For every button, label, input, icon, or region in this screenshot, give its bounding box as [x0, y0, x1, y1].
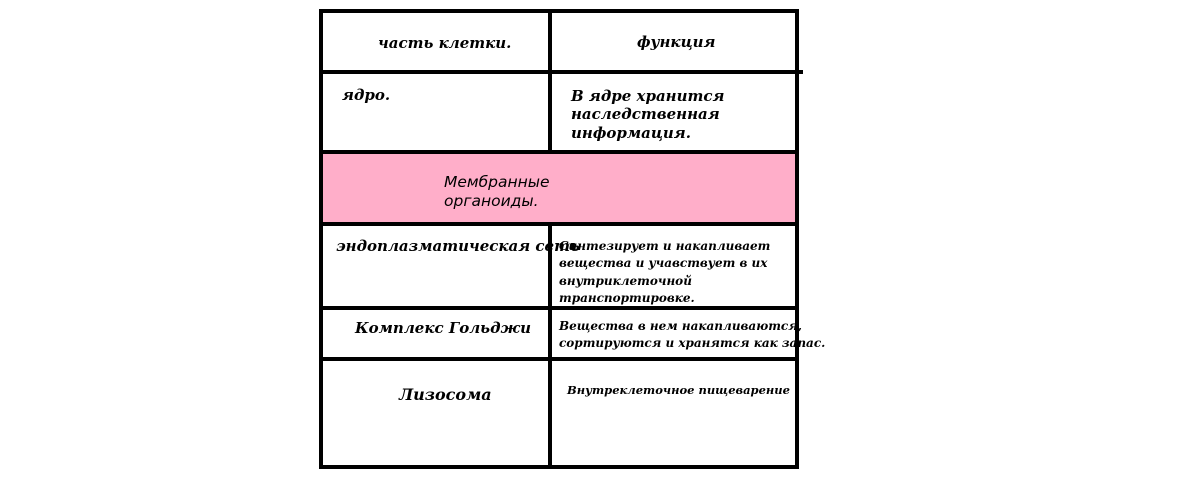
grid-line-middle-top: [548, 9, 552, 154]
row-nucleus-part: ядро.: [342, 86, 391, 104]
grid-line-row4-bottom: [319, 357, 799, 361]
membrane-organelles-title: Мембранные органоиды.: [444, 173, 550, 211]
grid-line-row1-bottom: [319, 150, 799, 154]
grid-line-middle-bottom: [548, 222, 552, 469]
row-er-part: эндоплазматическая сеть: [336, 237, 580, 255]
row-golgi-function: Вещества в нем накапливаются, сортируются и хранятся как запас.: [559, 319, 826, 351]
row-lysosome-part: Лизосома: [399, 385, 492, 404]
row-er-function: Синтезирует и накапливает вещества и учавствует в их внутриклеточной транспортировке.: [559, 239, 771, 306]
membrane-organelles-band: [322, 153, 796, 223]
grid-line-header-bottom: [319, 70, 803, 74]
grid-line-right: [795, 9, 799, 469]
grid-line-bottom: [319, 465, 799, 469]
header-function: функция: [637, 33, 716, 51]
row-nucleus-function: В ядре хранится наследственная информация.: [571, 87, 725, 142]
row-golgi-part: Комплекс Гольджи: [355, 319, 532, 337]
grid-line-band-bottom: [319, 222, 799, 226]
header-part: часть клетки.: [378, 34, 512, 52]
grid-line-left: [319, 9, 323, 469]
row-lysosome-function: Внутреклеточное пищеварение: [567, 383, 790, 397]
grid-line-top: [319, 9, 799, 13]
